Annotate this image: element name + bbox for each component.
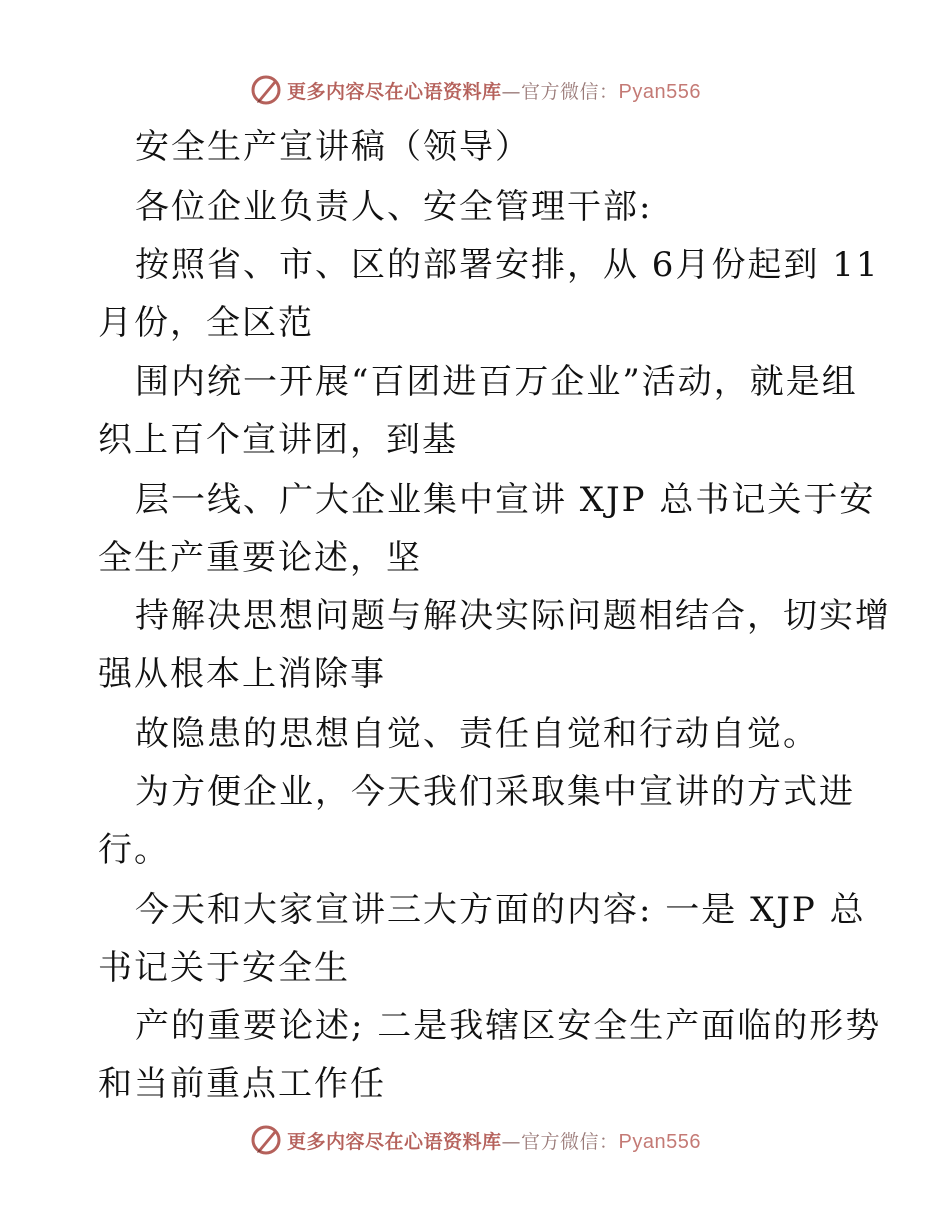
document-line: 各位企业负责人、安全管理干部: (135, 187, 653, 227)
banner-text (287, 1127, 701, 1154)
document-title: 安全生产宣讲稿（领导） (135, 127, 531, 167)
document-line: 织上百个宣讲团，到基 (98, 420, 458, 460)
quill-pen-logo-icon (249, 1123, 283, 1157)
document-line: 和当前重点工作任 (98, 1064, 386, 1104)
document-line: 为方便企业，今天我们采取集中宣讲的方式进 (135, 772, 855, 812)
document-line: 层一线、广大企业集中宣讲 XJP 总书记关于安 (135, 480, 876, 520)
banner-wechat-label: 官方微信： (521, 80, 619, 103)
document-line: 持解决思想问题与解决实际问题相结合，切实增 (135, 596, 891, 636)
banner-text (287, 77, 701, 104)
banner-dash: — (501, 80, 522, 103)
banner-wechat-id: Pyan556 (618, 1130, 701, 1153)
document-line: 今天和大家宣讲三大方面的内容: 一是 XJP 总 (135, 890, 866, 930)
document-line: 月份，全区范 (98, 303, 314, 343)
banner-wechat-id: Pyan556 (618, 80, 701, 103)
quill-pen-logo-icon (249, 73, 283, 107)
footer-banner (0, 1118, 950, 1162)
document-line: 书记关于安全生 (98, 948, 350, 988)
banner-dash: — (501, 1130, 522, 1153)
banner-main-text: 更多内容尽在心语资料库 (287, 1130, 502, 1153)
banner-wechat-label: 官方微信： (521, 1130, 619, 1153)
document-line: 故隐患的思想自觉、责任自觉和行动自觉。 (135, 714, 819, 754)
document-line: 围内统一开展“百团进百万企业”活动，就是组 (135, 362, 858, 402)
document-line: 全生产重要论述，坚 (98, 538, 422, 578)
header-banner (0, 68, 950, 112)
document-line: 按照省、市、区的部署安排，从 6月份起到 11 (135, 245, 880, 285)
document-line: 强从根本上消除事 (98, 654, 386, 694)
banner-main-text: 更多内容尽在心语资料库 (287, 80, 502, 103)
document-line: 行。 (98, 830, 170, 870)
document-line: 产的重要论述; 二是我辖区安全生产面临的形势 (135, 1006, 882, 1046)
